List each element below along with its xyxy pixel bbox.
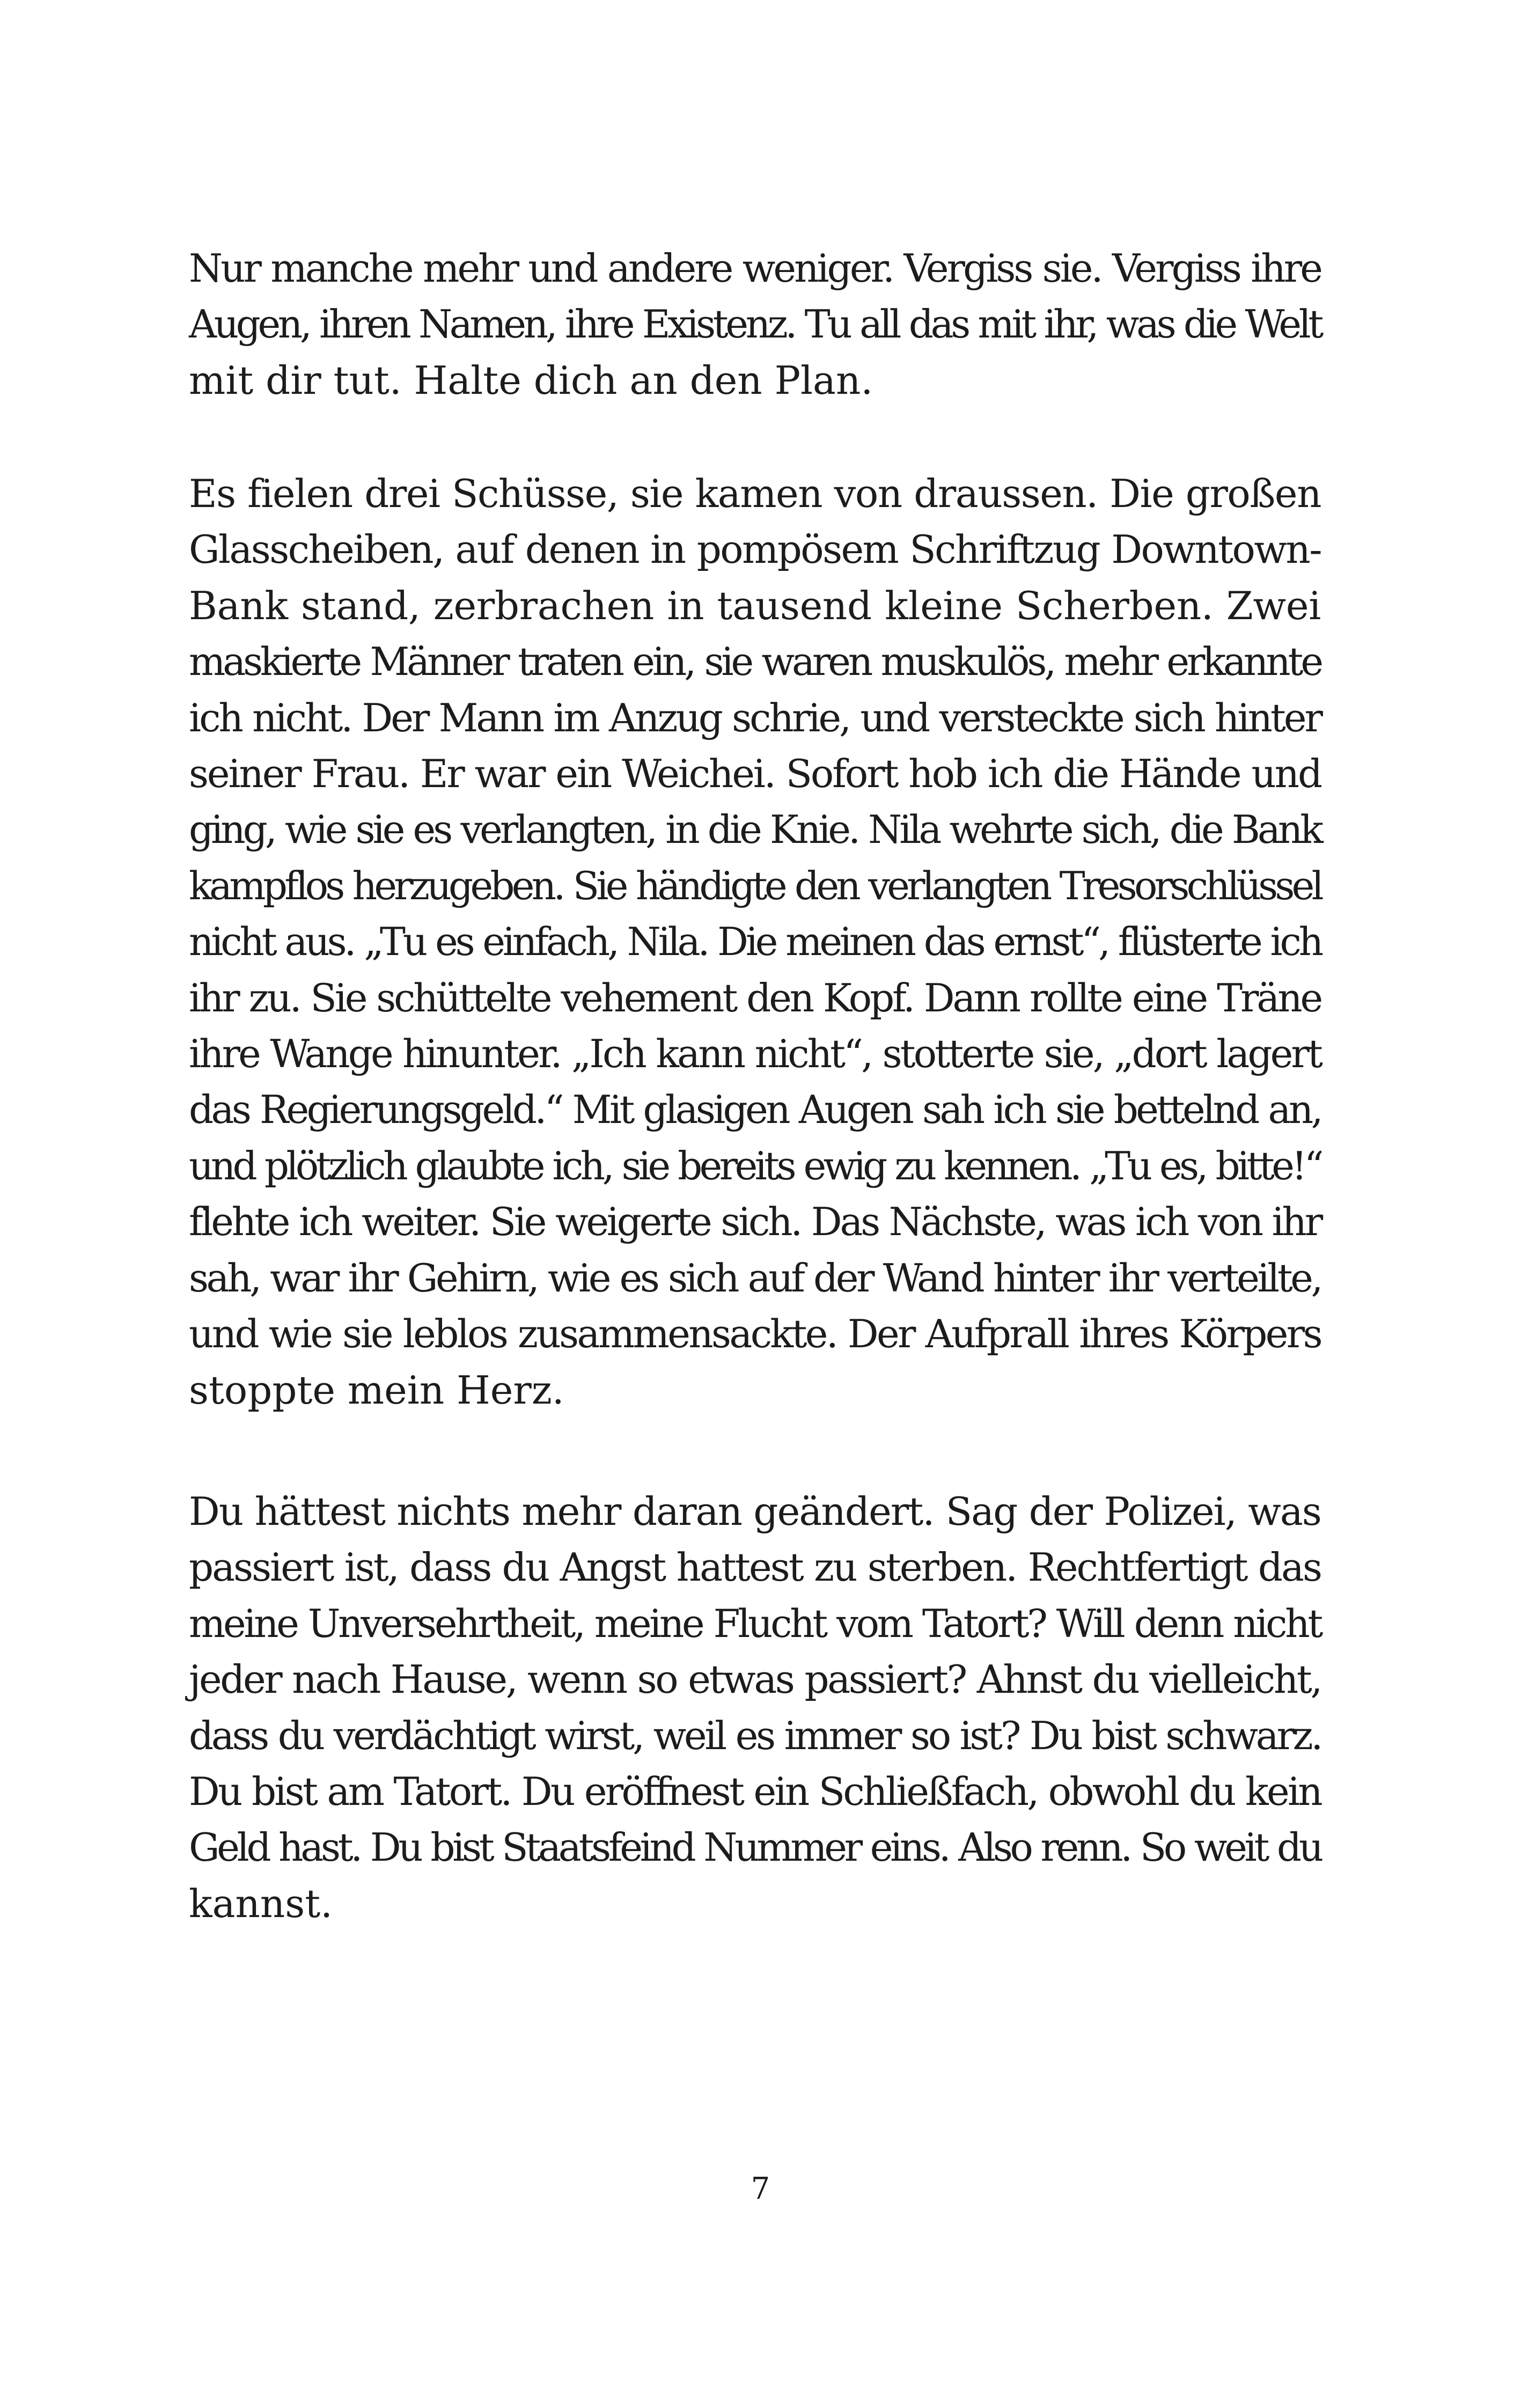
- text-line: meine Unversehrtheit, meine Flucht vom Tatort? Will denn nicht: [189, 1601, 1321, 1646]
- page-number: 7: [751, 2171, 770, 2206]
- text-line: Es fielen drei Schüsse, sie kamen von draussen. Die großen: [189, 471, 1321, 516]
- text-line: Augen, ihren Namen, ihre Existenz. Tu all das mit ihr, was die Welt: [189, 302, 1321, 347]
- text-line: Glasscheiben, auf denen in pompösem Schriftzug Downtown-: [189, 527, 1321, 572]
- text-line: Nur manche mehr und andere weniger. Vergiss sie. Vergiss ihre: [189, 246, 1321, 291]
- text-line: ihr zu. Sie schüttelte vehement den Kopf. Dann rollte eine Träne: [189, 975, 1321, 1021]
- text-line: Geld hast. Du bist Staatsfeind Nummer eins. Also renn. So weit du: [189, 1825, 1321, 1870]
- text-line: sah, war ihr Gehirn, wie es sich auf der Wand hinter ihr verteilte,: [189, 1255, 1321, 1301]
- paragraph-3: [189, 1484, 1321, 1932]
- paragraph-2: [189, 466, 1321, 1418]
- text-line: Du bist am Tatort. Du eröffnest ein Schließfach, obwohl du kein: [189, 1769, 1321, 1815]
- text-line: jeder nach Hause, wenn so etwas passiert? Ahnst du vielleicht,: [189, 1657, 1321, 1702]
- text-line: seiner Frau. Er war ein Weichei. Sofort hob ich die Hände und: [189, 751, 1321, 797]
- text-line: und plötzlich glaubte ich, sie bereits ewig zu kennen. „Tu es, bitte!“: [189, 1143, 1321, 1188]
- text-line: nicht aus. „Tu es einfach, Nila. Die meinen das ernst“, flüsterte ich: [189, 919, 1321, 965]
- text-line: passiert ist, dass du Angst hattest zu sterben. Rechtfertigt das: [189, 1545, 1321, 1590]
- text-line: Bank stand, zerbrachen in tausend kleine Scherben. Zwei: [189, 583, 1321, 628]
- text-line: und wie sie leblos zusammensackte. Der Aufprall ihres Körpers: [189, 1311, 1321, 1357]
- text-line: ich nicht. Der Mann im Anzug schrie, und versteckte sich hinter: [189, 695, 1321, 740]
- text-line: ging, wie sie es verlangten, in die Knie. Nila wehrte sich, die Bank: [189, 807, 1321, 853]
- text-line: maskierte Männer traten ein, sie waren muskulös, mehr erkannte: [189, 639, 1321, 685]
- text-line: mit dir tut. Halte dich an den Plan.: [189, 357, 873, 403]
- paragraph-1: [189, 240, 1321, 408]
- text-line: das Regierungsgeld.“ Mit glasigen Augen sah ich sie bettelnd an,: [189, 1087, 1321, 1133]
- text-line: ihre Wange hinunter. „Ich kann nicht“, stotterte sie, „dort lagert: [189, 1031, 1321, 1077]
- text-line: flehte ich weiter. Sie weigerte sich. Das Nächste, was ich von ihr: [189, 1199, 1321, 1245]
- text-line: stoppte mein Herz.: [189, 1367, 564, 1413]
- text-line: kampflos herzugeben. Sie händigte den verlangten Tresorschlüssel: [189, 863, 1321, 908]
- text-line: dass du verdächtigt wirst, weil es immer so ist? Du bist schwarz.: [189, 1713, 1321, 1758]
- text-line: Du hättest nichts mehr daran geändert. Sag der Polizei, was: [189, 1489, 1321, 1534]
- text-line: kannst.: [189, 1881, 333, 1926]
